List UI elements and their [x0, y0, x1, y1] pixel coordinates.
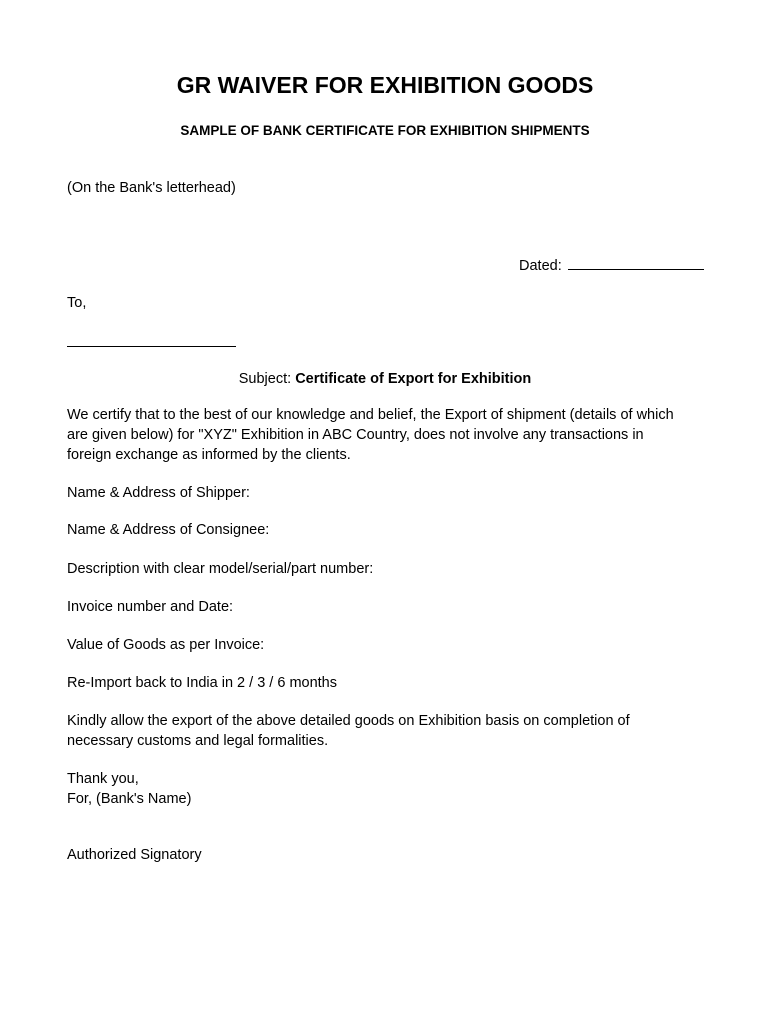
document-title: GR WAIVER FOR EXHIBITION GOODS: [176, 72, 594, 98]
invoice-field: Invoice number and Date:: [67, 599, 234, 615]
letterhead-note: (On the Bank's letterhead): [67, 180, 236, 196]
dated-label: Dated:: [519, 258, 562, 274]
authorized-signatory: Authorized Signatory: [67, 847, 202, 863]
value-field: Value of Goods as per Invoice:: [67, 637, 265, 653]
thank-you: Thank you,: [67, 771, 139, 787]
body-line-3: foreign exchange as informed by the clients.: [67, 447, 351, 463]
closing-line-2: necessary customs and legal formalities.: [67, 733, 329, 749]
reimport-field: Re-Import back to India in 2 / 3 / 6 months: [67, 675, 337, 691]
shipper-field: Name & Address of Shipper:: [67, 485, 250, 501]
description-field: Description with clear model/serial/part number:: [67, 561, 374, 577]
subject-line: [0, 369, 770, 389]
for-bank-name: For, (Bank's Name): [67, 791, 192, 807]
recipient-blank-line: [67, 346, 236, 347]
to-label: To,: [67, 295, 87, 311]
closing-line-1: Kindly allow the export of the above detailed goods on Exhibition basis on completion of: [67, 713, 630, 729]
dated-field: [519, 255, 704, 276]
dated-blank-line: [568, 255, 704, 270]
document-subtitle: SAMPLE OF BANK CERTIFICATE FOR EXHIBITION SHIPMENTS: [180, 123, 590, 138]
body-line-2: are given below) for "XYZ" Exhibition in ABC Country, does not involve any transactions in: [67, 427, 644, 443]
body-line-1: We certify that to the best of our knowledge and belief, the Export of shipment (details of which: [67, 407, 674, 423]
subject-label: Subject:: [238, 371, 292, 387]
subject-text: Certificate of Export for Exhibition: [295, 371, 532, 387]
consignee-field: Name & Address of Consignee:: [67, 522, 270, 538]
